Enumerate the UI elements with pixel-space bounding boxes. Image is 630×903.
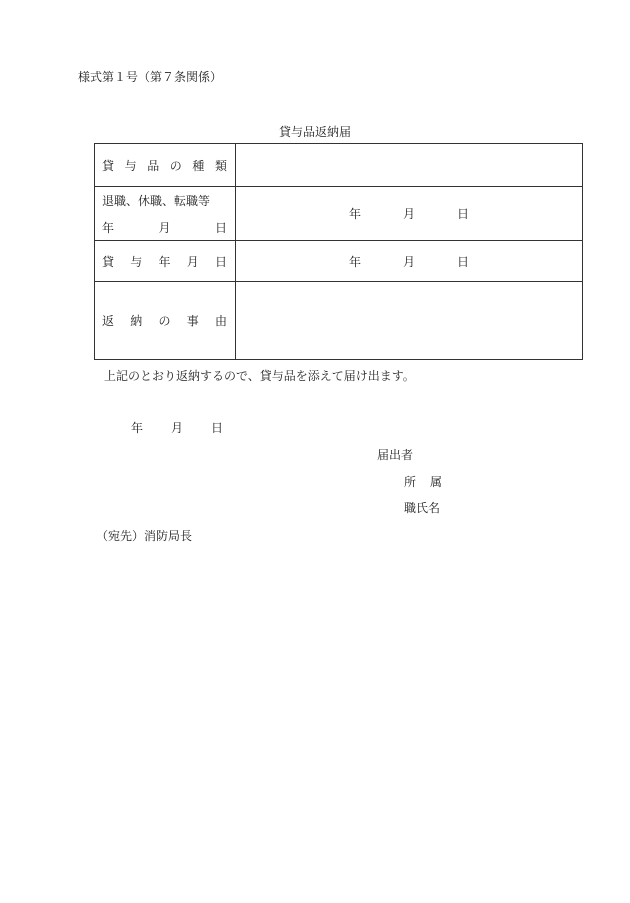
year-char: 年 — [348, 254, 361, 269]
department-char: 属 — [430, 475, 443, 489]
item-kind-char: 品 — [147, 158, 160, 173]
submission-date — [131, 419, 223, 436]
form-number-label: 様式第１号（第７条関係） — [78, 70, 223, 84]
loan-date-char: 貸 — [102, 254, 115, 269]
loan-date-char: 月 — [186, 254, 199, 269]
declaration-statement: 上記のとおり返納するので、貸与品を添えて届け出ます。 — [104, 369, 415, 383]
item-kind-char: 類 — [214, 158, 227, 173]
retirement-label-line1: 退職、休職、転職等 — [102, 193, 211, 208]
loan-date-char: 与 — [130, 254, 143, 269]
retirement-year-char: 年 — [102, 220, 115, 235]
loan-date-char: 年 — [158, 254, 171, 269]
loan-date-char: 日 — [214, 254, 227, 269]
retirement-date-field[interactable] — [236, 187, 583, 241]
item-kind-label — [95, 144, 236, 187]
month-char: 月 — [402, 254, 415, 269]
return-form-table — [94, 143, 583, 360]
return-reason-char: 納 — [130, 314, 143, 328]
applicant-label: 届出者 — [377, 448, 414, 462]
retirement-date-label — [95, 187, 236, 241]
month-char: 月 — [402, 207, 415, 221]
return-reason-char: 由 — [214, 314, 227, 328]
item-kind-field[interactable] — [236, 144, 583, 187]
return-reason-char: 事 — [186, 314, 199, 328]
item-kind-char: 与 — [124, 158, 137, 173]
item-kind-char: の — [169, 158, 182, 173]
retirement-day-char: 日 — [214, 220, 227, 235]
document-title: 貸与品返納届 — [278, 125, 351, 139]
department-label — [404, 473, 442, 490]
return-reason-char: 返 — [102, 314, 115, 328]
addressee-label: （宛先）消防局長 — [96, 529, 193, 543]
return-reason-field[interactable] — [236, 282, 583, 360]
day-char: 日 — [457, 254, 470, 269]
table-row-loan-date — [95, 241, 583, 282]
sign-month-char: 月 — [171, 421, 184, 435]
item-kind-char: 種 — [192, 158, 205, 173]
loan-date-label — [95, 241, 236, 282]
table-row-return-reason — [95, 282, 583, 360]
title-name-label: 職氏名 — [404, 501, 441, 515]
table-row-retirement-date — [95, 187, 583, 241]
sign-year-char: 年 — [131, 421, 144, 435]
day-char: 日 — [457, 207, 470, 221]
sign-day-char: 日 — [211, 421, 224, 435]
loan-date-field[interactable] — [236, 241, 583, 282]
department-char: 所 — [404, 475, 417, 489]
item-kind-char: 貸 — [102, 158, 115, 173]
return-reason-label — [95, 282, 236, 360]
return-reason-char: の — [158, 314, 171, 328]
year-char: 年 — [348, 207, 361, 221]
table-row-item-kind — [95, 144, 583, 187]
retirement-month-char: 月 — [158, 220, 171, 235]
